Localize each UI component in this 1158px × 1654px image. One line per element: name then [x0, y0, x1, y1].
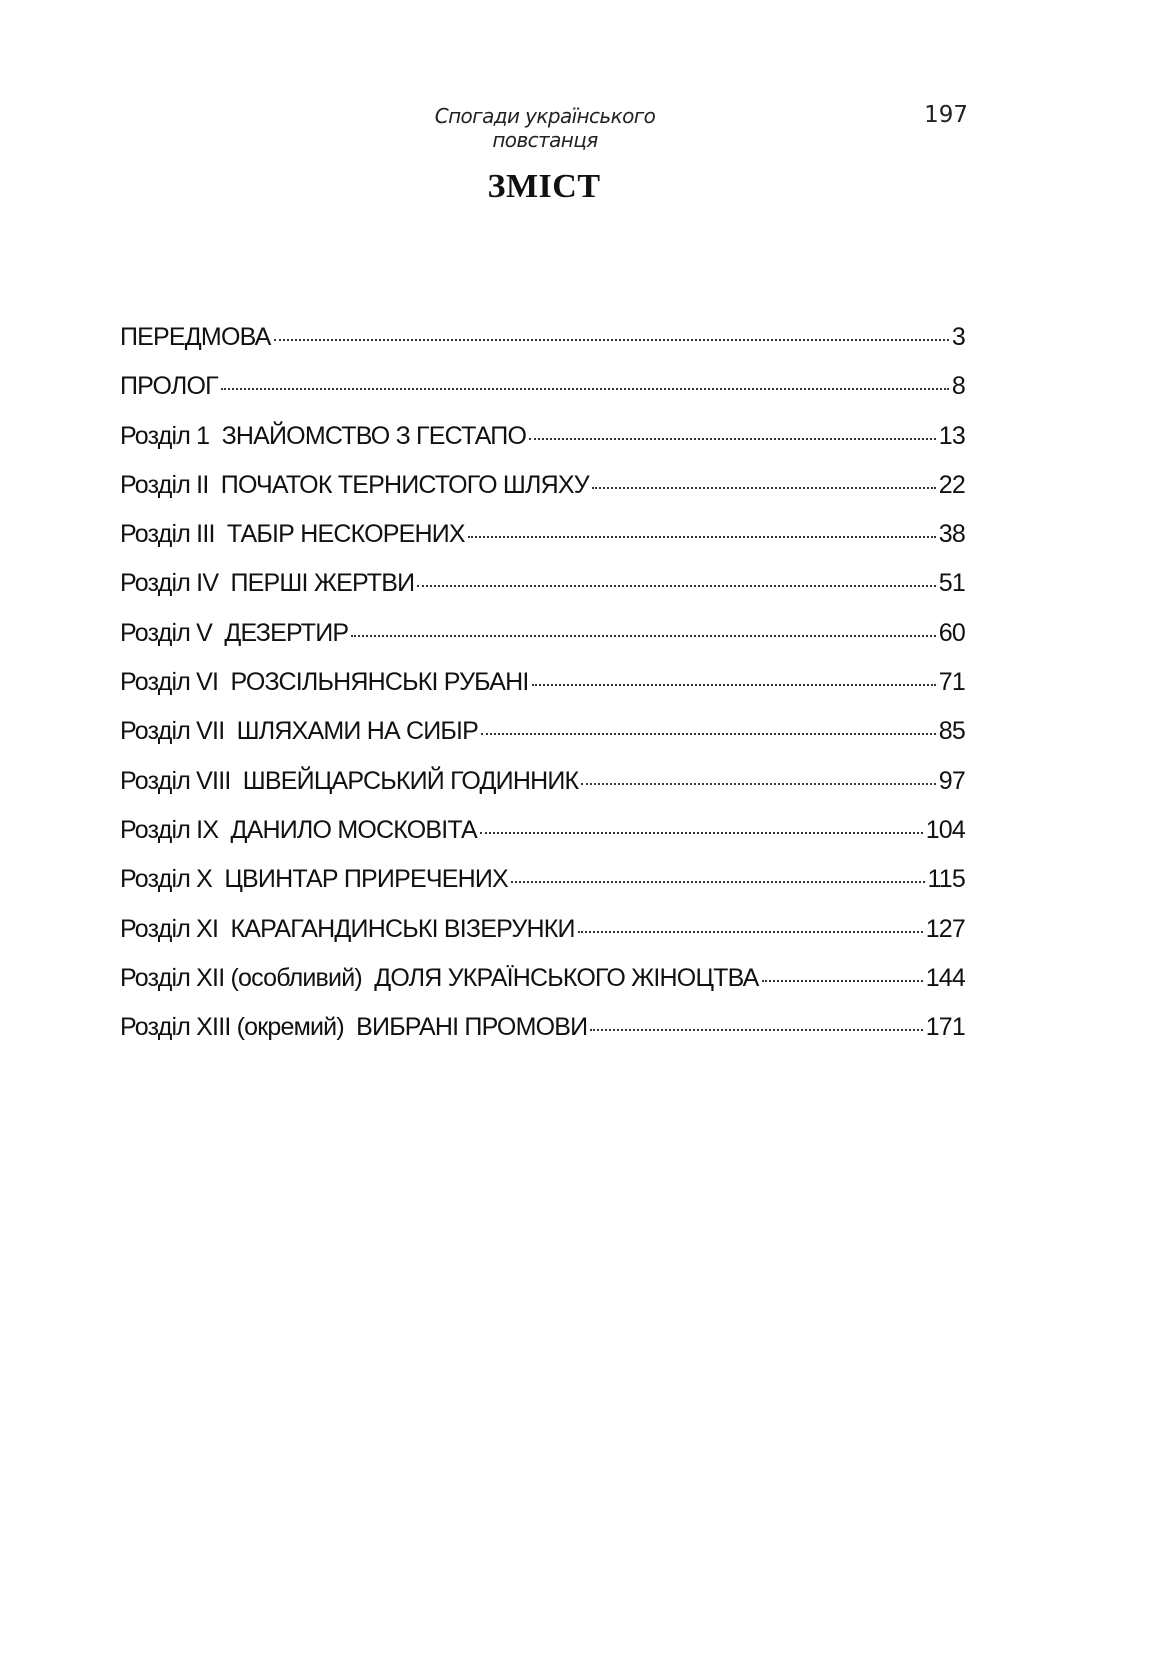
- toc-entry[interactable]: [120, 865, 965, 914]
- toc-entry[interactable]: [120, 668, 965, 717]
- toc-entry-label: Розділ 1 ЗНАЙОМСТВО З ГЕСТАПО: [120, 421, 527, 450]
- dot-leader: [581, 783, 936, 785]
- dot-leader: [221, 388, 949, 390]
- toc-entry[interactable]: [120, 767, 965, 816]
- toc-entry-page: 127: [925, 914, 965, 943]
- dot-leader: [468, 536, 936, 538]
- toc-entry[interactable]: [120, 323, 965, 372]
- toc-entry-label: Розділ XIII (окремий) ВИБРАНІ ПРОМОВИ: [120, 1013, 588, 1042]
- toc-entry[interactable]: [120, 471, 965, 520]
- toc-entry-page: 38: [938, 520, 965, 549]
- table-of-contents: [120, 323, 965, 1062]
- dot-leader: [417, 585, 936, 587]
- toc-entry-label: Розділ IX ДАНИЛО МОСКОВІТА: [120, 815, 477, 844]
- toc-entry-label: Розділ VI РОЗСІЛЬНЯНСЬКІ РУБАНІ: [120, 668, 529, 697]
- toc-entry-page: 3: [951, 323, 965, 351]
- toc-entry-page: 115: [927, 865, 965, 894]
- toc-entry-page: 97: [938, 766, 965, 795]
- toc-entry[interactable]: [120, 964, 965, 1013]
- toc-entry-page: 51: [938, 569, 965, 598]
- toc-entry-label: ПЕРЕДМОВА: [120, 323, 271, 351]
- dot-leader: [590, 1029, 922, 1031]
- dot-leader: [532, 684, 936, 686]
- toc-entry-label: Розділ III ТАБІР НЕСКОРЕНИХ: [120, 520, 465, 549]
- toc-entry[interactable]: [120, 915, 965, 964]
- toc-entry-page: 104: [925, 815, 965, 844]
- dot-leader: [592, 487, 936, 489]
- page-number: 197: [924, 102, 968, 128]
- running-title: Спогади українського повстанця: [434, 104, 656, 152]
- dot-leader: [351, 635, 936, 637]
- toc-entry-label: Розділ V ДЕЗЕРТИР: [120, 618, 349, 647]
- toc-entry-label: Розділ VIII ШВЕЙЦАРСЬКИЙ ГОДИННИК: [120, 766, 579, 795]
- toc-entry-page: 13: [938, 421, 965, 450]
- toc-entry-page: 71: [938, 668, 965, 697]
- toc-entry[interactable]: [120, 569, 965, 618]
- toc-entry-label: Розділ II ПОЧАТОК ТЕРНИСТОГО ШЛЯХУ: [120, 470, 589, 499]
- toc-entry[interactable]: [120, 717, 965, 766]
- toc-entry-label: Розділ IV ПЕРШІ ЖЕРТВИ: [120, 569, 415, 598]
- toc-entry[interactable]: [120, 1013, 965, 1062]
- toc-entry[interactable]: [120, 372, 965, 421]
- toc-entry-label: Розділ X ЦВИНТАР ПРИРЕЧЕНИХ: [120, 865, 508, 894]
- toc-entry-page: 85: [938, 717, 965, 746]
- toc-entry-page: 60: [938, 618, 965, 647]
- toc-entry-page: 8: [951, 372, 965, 401]
- toc-entry[interactable]: [120, 619, 965, 668]
- toc-entry-label: Розділ XII (особливий) ДОЛЯ УКРАЇНСЬКОГО ЖІНОЦТВА: [120, 963, 759, 992]
- toc-entry-page: 171: [925, 1013, 965, 1042]
- dot-leader: [762, 980, 923, 982]
- dot-leader: [511, 881, 925, 883]
- toc-entry[interactable]: [120, 422, 965, 471]
- dot-leader: [578, 931, 923, 933]
- dot-leader: [480, 832, 923, 834]
- toc-entry-page: 144: [925, 963, 965, 992]
- dot-leader: [481, 733, 936, 735]
- toc-entry-label: ПРОЛОГ: [120, 372, 218, 401]
- toc-entry-label: Розділ XI КАРАГАНДИНСЬКІ ВІЗЕРУНКИ: [120, 914, 575, 943]
- dot-leader: [274, 339, 949, 341]
- page-title: ЗМІСТ: [487, 168, 601, 205]
- toc-entry[interactable]: [120, 520, 965, 569]
- toc-entry[interactable]: [120, 816, 965, 865]
- dot-leader: [529, 438, 936, 440]
- toc-entry-page: 22: [938, 470, 965, 499]
- toc-entry-label: Розділ VII ШЛЯХАМИ НА СИБІР: [120, 717, 479, 746]
